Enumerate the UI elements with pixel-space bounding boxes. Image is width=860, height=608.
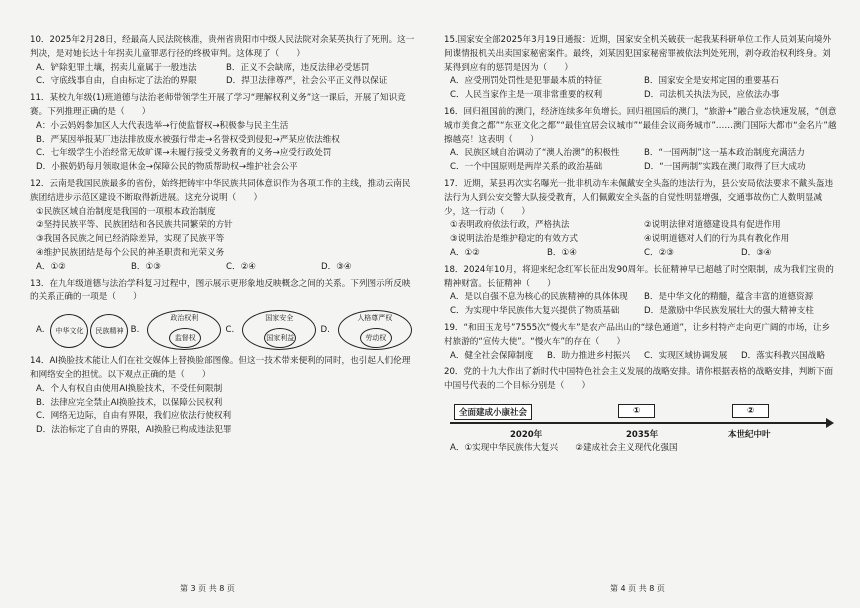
question-17: 17．近期，某县再次实名曝光一批非机动车未佩戴安全头盔的违法行为，县公安局依法要求不戴头盔违法行为人到公安交警大队接受教育，人们佩戴安全头盔的自觉性明显增强，交通事故伤亡人数明显减少，这一行动（ ） [444, 178, 834, 217]
q17-options [450, 247, 838, 261]
circle-a1: 中华文化 [50, 314, 88, 348]
q18-option-b[interactable]: B．是中华文化的精髓，蕴含丰富的道德资源 [644, 292, 814, 303]
q18-option-c[interactable]: C．为实现中华民族伟大复兴提供了物质基础 [450, 306, 620, 317]
q18-option-d[interactable]: D．是激励中华民族发展壮大的强大精神支柱 [644, 306, 814, 317]
q12-option-b[interactable]: B．①③ [131, 261, 161, 272]
q16-option-c[interactable]: C．一个中国原则是两岸关系的政治基础 [450, 162, 603, 173]
q12-item-2: ②坚持民族平等、民族团结和各民族共同繁荣的方针 [36, 220, 233, 231]
question-13: 13．在九年级道德与法治学科复习过程中，图示展示更形象地反映概念之间的关系。下列图示所反映的关系正确的一项是（ ） [30, 278, 411, 303]
q16-option-a[interactable]: A．民族区域自治调动了“澳人治澳”的积极性 [450, 148, 620, 159]
timeline-year-2035: 2035年 [626, 429, 659, 440]
q10-option-c[interactable]: C．守底线事自由，自由标定了法治的界限 [36, 76, 197, 87]
right-page [430, 0, 860, 608]
timeline-box-3: ② [732, 404, 769, 418]
question-20: 20．党的十九大作出了新时代中国特色社会主义发展的战略安排。请你根据表格的战略安排，判断下面中国号代表的二个目标分别是（ ） [444, 367, 834, 392]
q12-item-4: ④维护民族团结是每个公民的神圣职责和光荣义务 [36, 247, 225, 258]
q11-option-c[interactable]: C．七年级学生小治经常无故旷课→未履行接受义务教育的义务→应受行政处罚 [36, 148, 332, 159]
q17-item-2: ②说明法律对道德建设具有促进作用 [644, 220, 781, 231]
q15-option-d[interactable]: D．司法机关执法为民，应依法办事 [644, 90, 780, 101]
q12-option-d[interactable]: D．③④ [321, 261, 352, 272]
circle-c-inner: 国家利益 [264, 328, 296, 348]
q15-option-a[interactable]: A．应受刑罚处罚性是犯罪最本质的特征 [450, 76, 602, 87]
page-number-right: 第 4 页 共 8 页 [610, 584, 665, 593]
q13-diagram-b[interactable] [143, 310, 211, 350]
circle-d-outer: 人格尊严权 [338, 310, 412, 350]
q15-option-c[interactable]: C．人民当家作主是一项非常重要的权利 [450, 90, 603, 101]
q14-option-c[interactable]: C．网络无边际，自由有界限，我们应依法行使权利 [36, 411, 232, 422]
q14-option-b[interactable]: B．法律应完全禁止AI换脸技术，以保障公民权利 [36, 397, 223, 408]
circle-b-inner: 监督权 [169, 328, 201, 348]
q19-option-c[interactable]: C．实现区域协调发展 [644, 350, 728, 361]
timeline-box-1: 全面建成小康社会 [454, 404, 532, 420]
q13-diagram-c[interactable] [238, 310, 306, 350]
q11-option-a[interactable]: A：小云妈妈参加区人大代表选举→行使监督权→积极参与民主生活 [36, 120, 289, 131]
q15-options [450, 75, 838, 103]
timeline-arrow-icon [826, 418, 834, 428]
q17-option-b[interactable]: B．①④ [547, 247, 577, 258]
timeline-year-mid-century: 本世纪中叶 [728, 429, 771, 440]
q14-option-d[interactable]: D．法治标定了自由的界限，AI换脸已构成违法犯罪 [36, 425, 232, 436]
question-18: 18．2024年10月，将迎来纪念红军长征出发90周年。长征精神早已超越了时空限制，成为我们宝贵的精神财富。长征精神（ ） [444, 264, 834, 289]
circle-a2: 民族精神 [90, 314, 128, 348]
q13-diagram-d[interactable] [334, 310, 402, 350]
timeline-box-2: ① [618, 404, 655, 418]
q16-options [450, 147, 838, 175]
q17-item-1: ①表明政府依法行政，严格执法 [450, 220, 570, 231]
q18-option-a[interactable]: A．是以自强不息为核心的民族精神的具体体现 [450, 292, 628, 303]
q17-option-a[interactable]: A．①② [450, 247, 480, 258]
q17-item-4: ④说明道德对人们的行为具有教化作用 [644, 234, 790, 245]
question-10: 10．2025年2月28日，经最高人民法院核准，贵州省贵阳市中级人民法院对余某英执行了死刑。这一判决，是对她长达十年拐卖儿童罪恶行径的终极审判。这体现了（ ） [30, 35, 415, 59]
q19-option-d[interactable]: D．落实科教兴国战略 [741, 350, 825, 361]
q11-option-b[interactable]: B．严某因举报某厂违法排放废水被强行带走→名誉权受到侵犯→严某应依法维权 [36, 134, 340, 145]
q12-options [36, 261, 416, 275]
q19-option-a[interactable]: A．健全社会保障制度 [450, 350, 534, 361]
q10-option-a[interactable]: A．铲除犯罪土壤，拐卖儿童属于一般违法 [36, 62, 197, 73]
q10-options [36, 62, 416, 90]
q17-item-3: ③说明法治是维护稳定的有效方式 [450, 234, 579, 245]
circle-c-outer: 国家安全 [242, 310, 316, 350]
q17-option-d[interactable]: D．③④ [741, 247, 772, 258]
q13-diagram-a[interactable] [48, 310, 124, 350]
q11-option-d[interactable]: D．小猴奶奶每月领取退休金→保障公民的物质帮助权→维护社会公平 [36, 162, 298, 173]
q10-option-b[interactable]: B．正义不会缺席，违反法律必受惩罚 [226, 62, 370, 73]
q17-items [450, 219, 838, 247]
strategy-timeline [450, 398, 838, 442]
q16-option-b[interactable]: B．“一国两制”这一基本政治制度充满活力 [644, 148, 805, 159]
q13-diagrams: A. 中华文化 民族精神 B. 政治权利 监督权 C. 国家安全 国家利益 D. 人格尊严权 劳动权 [36, 307, 416, 353]
question-11: 11．某校九年级(1)班道德与法治老师带领学生开展了学习“理解权利义务”这一课后，开展了知识竞赛。下列推理正确的是（ ） [30, 93, 406, 117]
q14-option-a[interactable]: A．个人有权自由使用AI换脸技术，不受任何限制 [36, 383, 223, 394]
q12-item-1: ①民族区域自治制度是我国的一项根本政治制度 [36, 206, 216, 217]
q16-option-d[interactable]: D．“一国两制”实践在澳门取得了巨大成功 [644, 162, 806, 173]
question-12: 12．云南是我国民族最多的省份，始终把铸牢中华民族共同体意识作为各项工作的主线，推动云南民族团结进步示范区建设不断取得新进展。这充分说明（ ） [30, 178, 411, 203]
q15-option-b[interactable]: B．国家安全是安邦定国的重要基石 [644, 76, 779, 87]
timeline-axis [450, 422, 828, 424]
q19-options [450, 350, 838, 364]
question-14: 14．AI换脸技术能让人们在社交媒体上替换脸部图像。但这一技术带来便利的同时，也引起人们伦理和网络安全的担忧。以下观点正确的是（ ） [30, 356, 411, 380]
q12-option-c[interactable]: C．②④ [226, 261, 257, 272]
question-16: 16．回归祖国前的澳门，经济连续多年负增长。回归祖国后的澳门，“旅游+”融合业态快速发展，“创意城市美食之都”“东亚文化之都”“最佳宜居会议城市”“最佳会议商务城市”……澳门国际大都市“金名片”越擦越亮！这表明（ ） [444, 106, 837, 145]
question-15: 15.国家安全部2025年3月19日通报：近期，国家安全机关破获一起我某科研单位工作人员刘某向境外间谍情报机关出卖国家秘密案件。最终，刘某因犯国家秘密罪被依法判处死刑，剥夺政治权利终身。刘某得到应有的惩罚是因为（ ） [444, 35, 832, 73]
q20-option-a[interactable]: A．①实现中华民族伟大复兴 ②建成社会主义现代化强国 [450, 442, 678, 453]
page-number-left: 第 3 页 共 8 页 [180, 584, 235, 593]
circle-d-inner: 劳动权 [360, 328, 392, 348]
q10-option-d[interactable]: D．捍卫法律尊严，社会公平正义得以保证 [226, 76, 388, 87]
circle-b-outer: 政治权利 [147, 310, 221, 350]
timeline-year-2020: 2020年 [510, 429, 543, 440]
q12-item-3: ③我国各民族之间已经消除差异，实现了民族平等 [36, 234, 225, 245]
q18-options [450, 291, 838, 319]
q12-option-a[interactable]: A．①② [36, 261, 66, 272]
q19-option-b[interactable]: B．助力推进乡村振兴 [547, 350, 631, 361]
question-19: 19．“和田玉龙号”7555次“慢火车”是农产品出山的“绿色通道”，让乡村特产走向更广阔的市场，让乡村旅游的“宣传大使”。“慢火车”的存在（ ） [444, 322, 831, 347]
q17-option-c[interactable]: C．②③ [644, 247, 675, 258]
